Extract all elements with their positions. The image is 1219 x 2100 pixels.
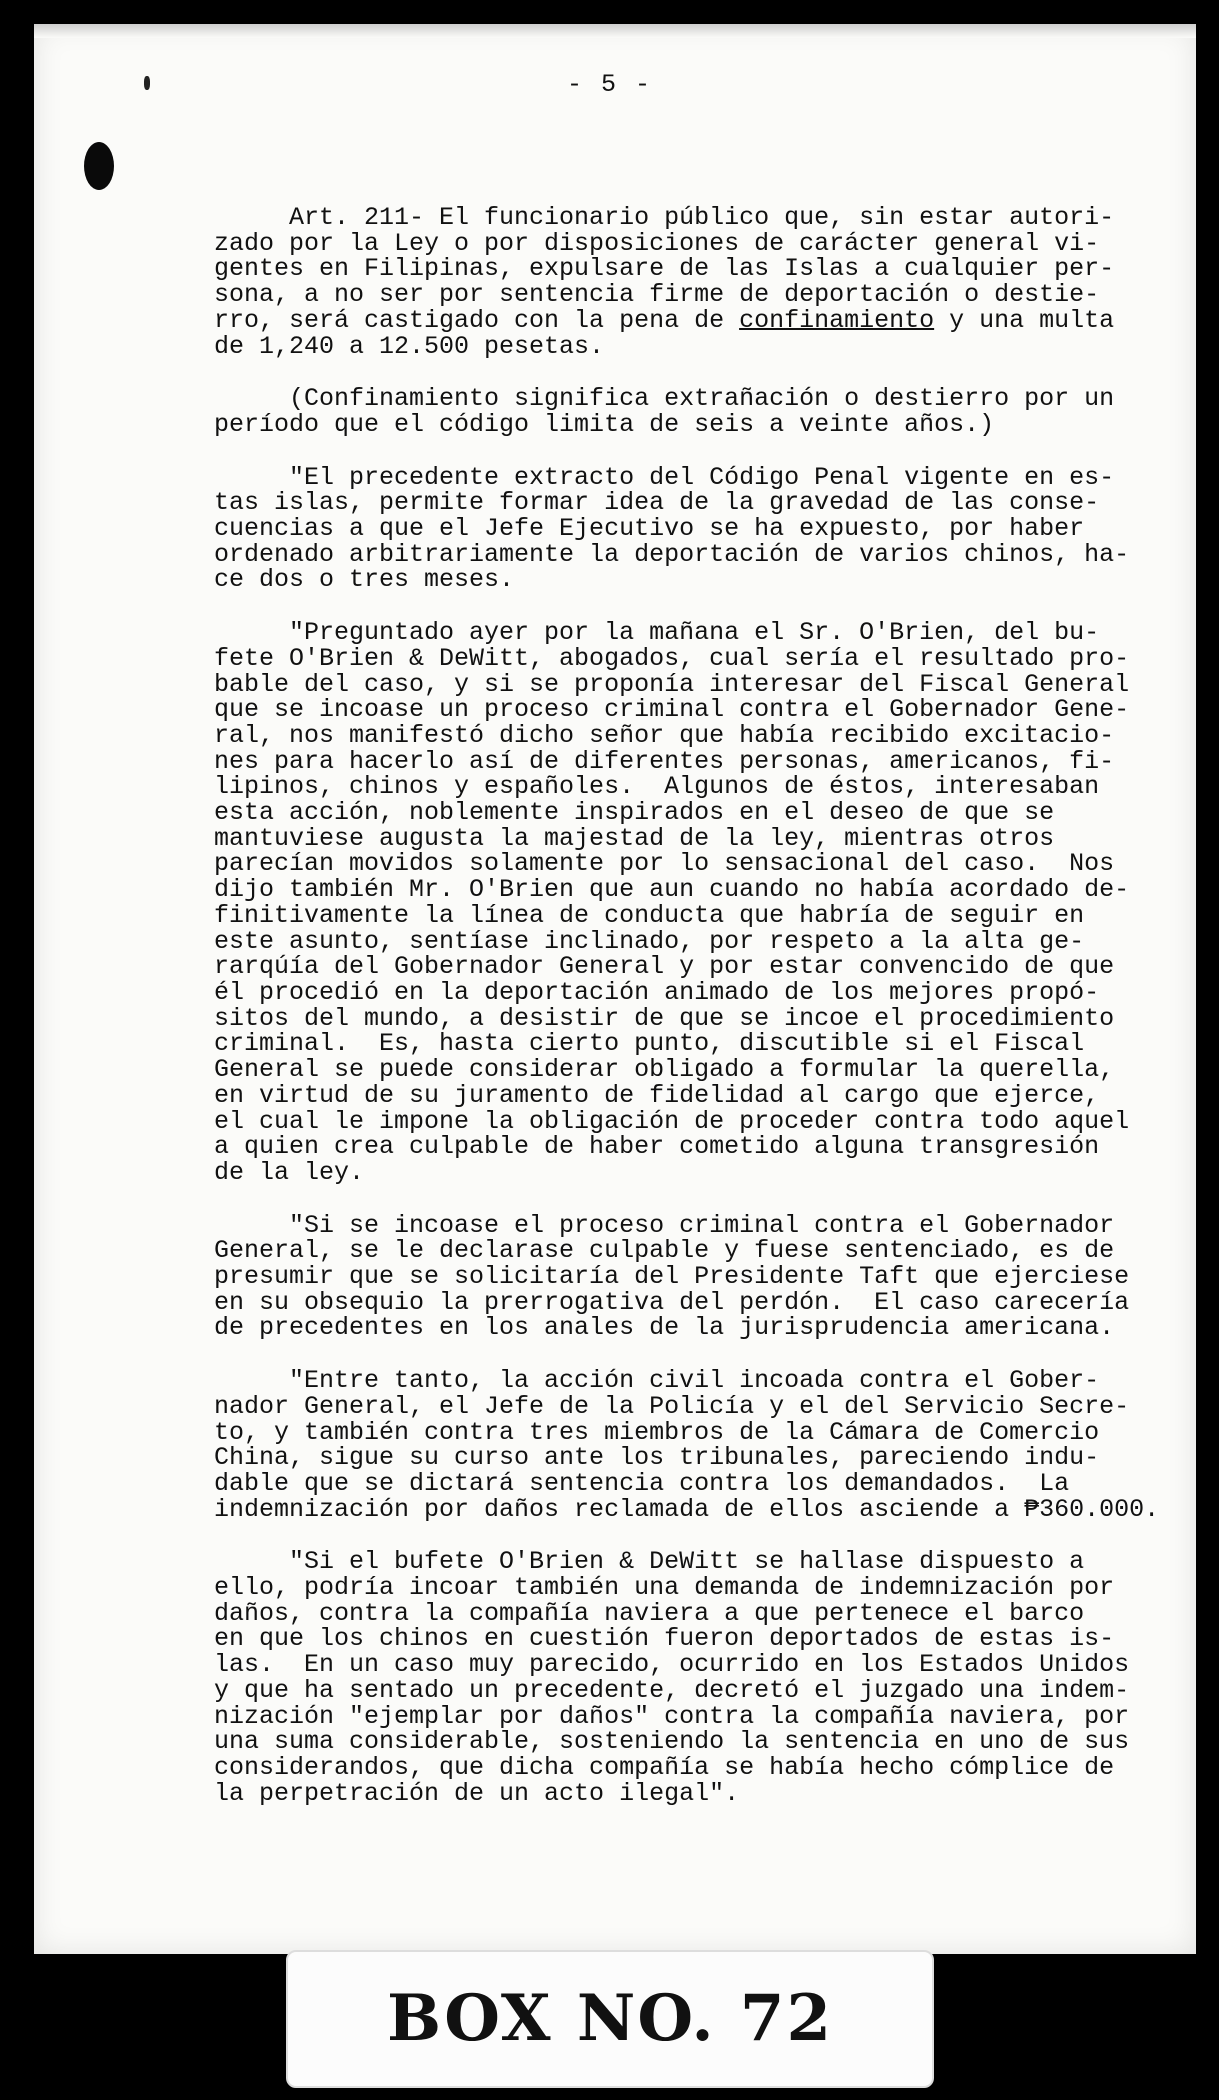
line-text: daños, contra la compañía naviera a que pertenece el barco bbox=[214, 1598, 1085, 1628]
text-line bbox=[214, 228, 1134, 258]
paragraph bbox=[214, 1549, 1134, 1806]
line-text: ordenado arbitrariamente la deportación de varios chinos, ha- bbox=[214, 539, 1130, 569]
text-line bbox=[214, 1417, 1134, 1447]
text-line bbox=[214, 1391, 1134, 1421]
text-line bbox=[214, 1468, 1134, 1498]
line-text: General se puede considerar obligado a formular la querella, bbox=[214, 1055, 1115, 1085]
line-text: las. En un caso muy parecido, ocurrido en los Estados Unidos bbox=[214, 1650, 1130, 1680]
archive-box-label bbox=[286, 1950, 934, 2088]
text-line bbox=[214, 1368, 1134, 1394]
line-text: "Si se incoase el proceso criminal contra el Gobernador bbox=[214, 1210, 1115, 1240]
text-line bbox=[214, 697, 1134, 723]
line-text: él procedió en la deportación animado de los mejores propó- bbox=[214, 977, 1100, 1007]
paragraph bbox=[214, 1210, 1134, 1343]
text-line bbox=[214, 620, 1134, 646]
text-line bbox=[214, 1080, 1134, 1110]
text-line bbox=[214, 1157, 1134, 1187]
text-line bbox=[214, 1057, 1134, 1083]
line-text: el cual le impone la obligación de proceder contra todo aquel bbox=[214, 1106, 1130, 1136]
line-text: ral, nos manifestó dicho señor que había recibido excitacio- bbox=[214, 720, 1115, 750]
line-text: este asunto, sentíase inclinado, por respeto a la alta ge- bbox=[214, 926, 1085, 956]
line-text: tas islas, permite formar idea de la gravedad de las conse- bbox=[214, 488, 1100, 518]
text-line bbox=[214, 1445, 1134, 1471]
line-text: "Si el bufete O'Brien & DeWitt se hallase dispuesto a bbox=[214, 1547, 1085, 1577]
paragraph bbox=[214, 386, 1134, 437]
text-line bbox=[214, 567, 1134, 593]
text-line bbox=[214, 1778, 1134, 1808]
line-text: rarqúía del Gobernador General y por estar convencido de que bbox=[214, 952, 1115, 982]
text-line bbox=[214, 877, 1134, 903]
line-text: "Preguntado ayer por la mañana el Sr. O'Brien, del bu- bbox=[214, 618, 1100, 648]
text-line bbox=[214, 1575, 1134, 1601]
paragraph bbox=[214, 620, 1134, 1185]
paragraph bbox=[214, 462, 1134, 595]
line-text: la perpetración de un acto ilegal". bbox=[214, 1778, 740, 1808]
line-text: gentes en Filipinas, expulsare de las Islas a cualquier per- bbox=[214, 254, 1115, 284]
line-text: fete O'Brien & DeWitt, abogados, cual sería el resultado pro- bbox=[214, 643, 1130, 673]
line-text: en virtud de su juramento de fidelidad al cargo que ejerce, bbox=[214, 1080, 1100, 1110]
line-text: período que el código limita de seis a veinte años.) bbox=[214, 409, 995, 439]
line-text: una suma considerable, sosteniendo la sentencia en uno de sus bbox=[214, 1727, 1130, 1757]
line-text: zado por la Ley o por disposiciones de carácter general vi- bbox=[214, 228, 1100, 258]
line-text: a quien crea culpable de haber cometido alguna transgresión bbox=[214, 1132, 1100, 1162]
line-text: ello, podría incoar también una demanda de indemnización por bbox=[214, 1573, 1115, 1603]
text-line bbox=[214, 800, 1134, 826]
text-line bbox=[214, 851, 1134, 877]
line-text: dijo también Mr. O'Brien que aun cuando no había acordado de- bbox=[214, 875, 1130, 905]
text-line bbox=[214, 490, 1134, 516]
text-line bbox=[214, 977, 1134, 1007]
line-text: China, sigue su curso ante los tribunales, pareciendo indu- bbox=[214, 1443, 1100, 1473]
text-line bbox=[214, 823, 1134, 853]
text-line bbox=[214, 1701, 1134, 1731]
line-text: y que ha sentado un precedente, decretó el juzgado una indem- bbox=[214, 1675, 1130, 1705]
text-line bbox=[214, 1729, 1134, 1755]
text-line bbox=[214, 1031, 1134, 1057]
text-line bbox=[214, 1315, 1134, 1341]
text-line bbox=[214, 539, 1134, 569]
text-line bbox=[214, 1752, 1134, 1782]
line-text: (Confinamiento significa extrañación o destierro por un bbox=[214, 384, 1115, 414]
line-text: bable del caso, y si se proponía interesar del Fiscal General bbox=[214, 669, 1130, 699]
line-text: finitivamente la línea de conducta que habría de seguir en bbox=[214, 900, 1085, 930]
line-text: to, y también contra tres miembros de la Cámara de Comercio bbox=[214, 1417, 1100, 1447]
text-line bbox=[214, 1598, 1134, 1628]
text-line bbox=[214, 1287, 1134, 1317]
paragraph bbox=[214, 1366, 1160, 1524]
line-text: de 1,240 a 12.500 pesetas. bbox=[214, 331, 605, 361]
text-line bbox=[214, 462, 1134, 492]
line-text: lipinos, chinos y españoles. Algunos de éstos, interesaban bbox=[214, 772, 1100, 802]
text-line bbox=[214, 305, 1134, 335]
text-line bbox=[214, 1238, 1134, 1264]
text-line bbox=[214, 926, 1134, 956]
page-number: - 5 - bbox=[566, 70, 652, 99]
text-line bbox=[214, 1210, 1134, 1240]
text-line bbox=[214, 331, 1134, 361]
line-text: nización "ejemplar por daños" contra la compañía naviera, por bbox=[214, 1701, 1130, 1731]
text-line bbox=[214, 1134, 1134, 1160]
text-line bbox=[214, 643, 1134, 673]
text-line bbox=[214, 954, 1134, 980]
text-line bbox=[214, 1264, 1134, 1290]
underlined-term: confinamiento bbox=[739, 305, 935, 335]
paragraph bbox=[214, 205, 1134, 359]
line-text: indemnización por daños reclamada de ellos asciende a ₱360.000. bbox=[214, 1494, 1160, 1524]
text-line bbox=[214, 205, 1134, 231]
document-body bbox=[214, 203, 1160, 1833]
text-line bbox=[214, 256, 1134, 282]
line-text: dable que se dictará sentencia contra los demandados. La bbox=[214, 1468, 1070, 1498]
text-line bbox=[214, 1675, 1134, 1705]
line-text: mantuviese augusta la majestad de la ley, mientras otros bbox=[214, 823, 1055, 853]
line-text: rro, será castigado con la pena de bbox=[214, 305, 740, 335]
text-line bbox=[214, 746, 1134, 776]
text-line bbox=[214, 774, 1134, 800]
text-line bbox=[214, 900, 1134, 930]
line-text: sona, a no ser por sentencia firme de deportación o destie- bbox=[214, 280, 1100, 310]
text-line bbox=[214, 1003, 1134, 1033]
line-text: "El precedente extracto del Código Penal vigente en es- bbox=[214, 462, 1115, 492]
line-text: Art. 211- El funcionario público que, sin estar autori- bbox=[214, 203, 1115, 232]
page-edge-shadow bbox=[34, 24, 1196, 38]
line-text: y una multa bbox=[934, 305, 1115, 335]
line-text: "Entre tanto, la acción civil incoada contra el Gober- bbox=[214, 1366, 1100, 1396]
line-text: que se incoase un proceso criminal contra el Gobernador Gene- bbox=[214, 695, 1130, 725]
line-text: presumir que se solicitaría del Presidente Taft que ejerciese bbox=[214, 1262, 1130, 1292]
line-text: criminal. Es, hasta cierto punto, discutible si el Fiscal bbox=[214, 1029, 1085, 1059]
text-line bbox=[214, 1106, 1134, 1136]
line-text: de la ley. bbox=[214, 1157, 365, 1187]
line-text: parecían movidos solamente por lo sensacional del caso. Nos bbox=[214, 849, 1115, 879]
line-text: en que los chinos en cuestión fueron deportados de estas is- bbox=[214, 1624, 1115, 1654]
text-line bbox=[214, 1626, 1134, 1652]
box-label-text: BOX NO. 72 bbox=[387, 1981, 833, 2056]
text-line bbox=[214, 516, 1134, 542]
line-text: en su obsequio la prerrogativa del perdón. El caso carecería bbox=[214, 1287, 1130, 1317]
line-text: esta acción, noblemente inspirados en el deseo de que se bbox=[214, 798, 1055, 828]
line-text: ce dos o tres meses. bbox=[214, 565, 515, 595]
line-text: de precedentes en los anales de la jurisprudencia americana. bbox=[214, 1313, 1115, 1343]
line-text: cuencias a que el Jefe Ejecutivo se ha expuesto, por haber bbox=[214, 514, 1085, 544]
text-line bbox=[214, 1494, 1160, 1524]
punch-hole bbox=[84, 142, 114, 190]
text-line bbox=[214, 282, 1134, 308]
line-text: nador General, el Jefe de la Policía y el del Servicio Secre- bbox=[214, 1391, 1130, 1421]
text-line bbox=[214, 720, 1134, 750]
line-text: considerandos, que dicha compañía se había hecho cómplice de bbox=[214, 1752, 1115, 1782]
line-text: nes para hacerlo así de diferentes personas, americanos, fi- bbox=[214, 746, 1115, 776]
text-line bbox=[214, 409, 1134, 439]
line-text: General, se le declarase culpable y fuese sentenciado, es de bbox=[214, 1236, 1115, 1266]
text-line bbox=[214, 1549, 1134, 1575]
text-line bbox=[214, 386, 1134, 412]
text-line bbox=[214, 1652, 1134, 1678]
line-text: sitos del mundo, a desistir de que se incoe el procedimiento bbox=[214, 1003, 1115, 1033]
text-line bbox=[214, 669, 1134, 699]
